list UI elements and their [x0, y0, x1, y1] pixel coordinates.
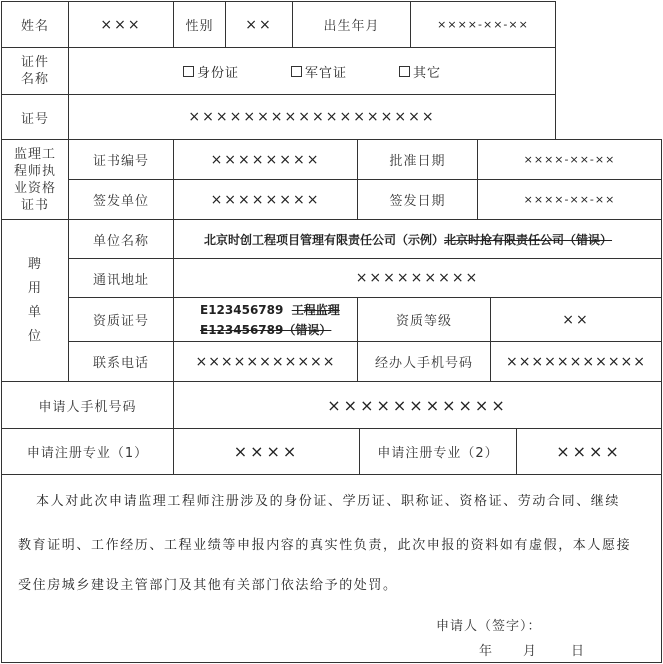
license-section-line1: 监理工: [13, 146, 56, 162]
checkbox-icon[interactable]: [399, 66, 410, 77]
checkbox-icon[interactable]: [183, 66, 194, 77]
qual-level-value[interactable]: ××: [562, 311, 590, 328]
date-month[interactable]: 月: [522, 643, 537, 659]
approve-date-value[interactable]: ××××-××-××: [523, 153, 616, 166]
major1-label: 申请注册专业（1）: [26, 446, 149, 461]
issuer-value[interactable]: ××××××××: [210, 191, 321, 208]
license-section-line3: 业资格: [13, 180, 56, 196]
employer-section-char3: 单: [27, 304, 42, 320]
option-id-card[interactable]: [183, 62, 239, 81]
qual-no-label: 资质证号: [92, 314, 149, 329]
major2-label: 申请注册专业（2）: [377, 446, 499, 461]
qual-no-struck-line2: E123456789（错误）: [200, 322, 332, 337]
issue-date-value[interactable]: ××××-××-××: [523, 193, 616, 206]
major2-value[interactable]: ××××: [556, 442, 622, 461]
name-label: 姓名: [20, 19, 49, 34]
option-other-label: 其它: [413, 65, 442, 81]
signature-label[interactable]: 申请人（签字）：: [436, 618, 542, 634]
declaration-line2: 教育证明、工作经历、工程业绩等申报内容的真实性负责，此次申报的资料如有虚假，本人愿接: [18, 538, 632, 553]
issue-date-label: 签发日期: [389, 194, 446, 209]
cert-no-label: 证书编号: [92, 154, 149, 169]
birth-value[interactable]: ××××-××-××: [437, 18, 529, 31]
option-id-card-label: 身份证: [196, 65, 239, 81]
date-year[interactable]: 年: [478, 643, 493, 659]
address-value[interactable]: ×××××××××: [355, 270, 480, 286]
option-other[interactable]: [399, 62, 441, 81]
contact-phone-value[interactable]: ×××××××××××: [195, 353, 336, 370]
id-number-label: 证号: [20, 111, 49, 127]
cert-type-label-line1: 证件: [20, 55, 49, 70]
gender-value[interactable]: ××: [245, 16, 273, 33]
date-day[interactable]: 日: [570, 643, 585, 659]
approve-date-label: 批准日期: [389, 154, 446, 169]
qual-no-line1: [200, 300, 340, 320]
address-label: 通讯地址: [92, 272, 149, 288]
qual-level-label: 资质等级: [395, 314, 452, 329]
qual-no-correct: E123456789: [200, 302, 284, 317]
major1-value[interactable]: ××××: [233, 442, 300, 461]
employer-section-char1: 聘: [27, 256, 42, 272]
name-value[interactable]: ×××: [100, 16, 142, 33]
unit-name-label: 单位名称: [92, 233, 149, 249]
declaration-line1: 本人对此次申请监理工程师注册涉及的身份证、学历证、职称证、资格证、劳动合同、继续: [36, 494, 621, 509]
license-section-line4: 证书: [20, 197, 49, 213]
applicant-phone-label: 申请人手机号码: [38, 399, 137, 415]
qual-no-struck-type: 工程监理: [291, 302, 340, 317]
option-officer-card[interactable]: [291, 62, 347, 81]
unit-name-correct: 北京时创工程项目管理有限责任公司（示例）: [204, 232, 445, 247]
issuer-label: 签发单位: [92, 194, 149, 209]
employer-section-char4: 位: [27, 328, 42, 344]
license-section-label: [2, 140, 68, 219]
option-officer-card-label: 军官证: [304, 65, 347, 81]
checkbox-icon[interactable]: [291, 66, 302, 77]
declaration-line3: 受住房城乡建设主管部门及其他有关部门依法给予的处罚。: [18, 578, 398, 593]
cert-type-label: [2, 48, 68, 94]
applicant-phone-value[interactable]: ×××××××××××: [327, 395, 508, 415]
unit-name-value[interactable]: [174, 220, 661, 258]
handler-phone-value[interactable]: ×××××××××××: [505, 353, 647, 370]
birth-label: 出生年月: [323, 19, 380, 34]
employer-section-label: [2, 220, 68, 381]
employer-section-char2: 用: [27, 280, 42, 296]
gender-label: 性别: [185, 19, 214, 34]
qual-no-value[interactable]: [174, 298, 357, 341]
cert-type-label-line2: 名称: [20, 72, 49, 87]
license-section-line2: 程师执: [13, 163, 56, 179]
cert-no-value[interactable]: ××××××××: [210, 151, 321, 168]
id-number-value[interactable]: ××××××××××××××××××: [188, 109, 436, 125]
unit-name-struck: 北京时抢有限责任公司（错误）: [444, 232, 613, 247]
handler-phone-label: 经办人手机号码: [374, 356, 473, 371]
cert-type-options: [69, 48, 555, 94]
contact-phone-label: 联系电话: [92, 356, 149, 371]
